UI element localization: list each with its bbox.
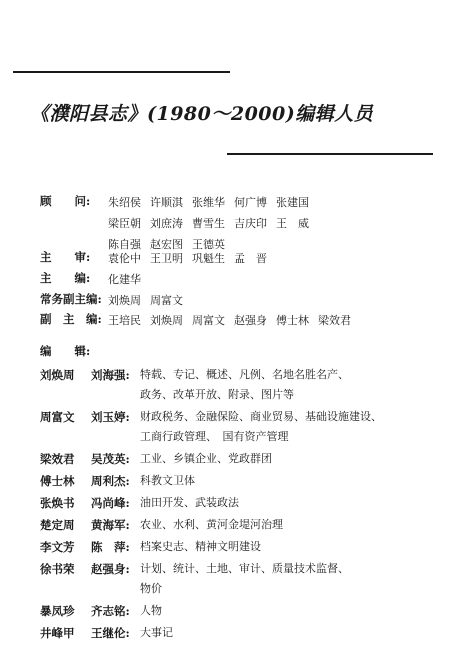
editor-duties-cont: 物价 bbox=[140, 582, 162, 595]
top-rule bbox=[13, 71, 230, 73]
advisor-names bbox=[108, 194, 318, 210]
chief-review-name: 王卫明 bbox=[150, 252, 183, 265]
editor-duties: 大事记 bbox=[140, 626, 173, 639]
editor-name: 刘焕周 bbox=[40, 368, 75, 382]
editor-sub-name: 陈 萍: bbox=[91, 540, 130, 554]
advisor-name: 曹雪生 bbox=[192, 217, 225, 230]
editor-duties: 工业、乡镇企业、党政群团 bbox=[140, 452, 272, 465]
advisor-name: 张建国 bbox=[276, 196, 309, 209]
advisor-name: 张维华 bbox=[192, 196, 225, 209]
chief-editor-names bbox=[108, 271, 150, 287]
editor-sub-name: 齐志铭: bbox=[91, 604, 130, 618]
exec-deputy-names bbox=[108, 292, 192, 308]
deputy-name: 梁效君 bbox=[318, 314, 351, 327]
deputy-name: 王培民 bbox=[108, 314, 141, 327]
editor-duties-cont: 工商行政管理、 国有资产管理 bbox=[140, 430, 289, 443]
editor-duties: 计划、统计、土地、审计、质量技术监督、 bbox=[140, 562, 349, 575]
editor-name: 张焕书 bbox=[40, 496, 75, 510]
editor-sub-name: 赵强身: bbox=[91, 562, 130, 576]
chief-review-name: 巩魁生 bbox=[192, 252, 225, 265]
advisor-names bbox=[108, 215, 318, 231]
editors-label: 编 辑: bbox=[40, 344, 91, 358]
title-underline-rule bbox=[227, 153, 433, 155]
editor-sub-name: 黄海军: bbox=[91, 518, 130, 532]
page-title: 《濮阳县志》(1980～2000)编辑人员 bbox=[30, 103, 374, 125]
editor-sub-name: 王继伦: bbox=[91, 626, 130, 640]
deputy-label: 副 主 编: bbox=[40, 312, 102, 326]
deputy-name: 赵强身 bbox=[234, 314, 267, 327]
chief-review-name: 孟 晋 bbox=[234, 252, 267, 265]
editor-duties: 档案史志、精神文明建设 bbox=[140, 540, 261, 553]
chief-editor-label: 主 编: bbox=[40, 271, 91, 285]
advisor-name: 赵宏图 bbox=[150, 238, 183, 251]
deputy-name: 刘焕周 bbox=[150, 314, 183, 327]
advisor-name: 许顺淇 bbox=[150, 196, 183, 209]
editor-name: 井峰甲 bbox=[40, 626, 75, 640]
chief-review-names bbox=[108, 250, 276, 266]
advisor-name: 梁臣朝 bbox=[108, 217, 141, 230]
editor-name: 傅士林 bbox=[40, 474, 75, 488]
advisor-name: 王德英 bbox=[192, 238, 225, 251]
editor-sub-name: 周利杰: bbox=[91, 474, 130, 488]
advisor-name: 陈自强 bbox=[108, 238, 141, 251]
advisor-name: 何广博 bbox=[234, 196, 267, 209]
advisor-name: 刘庶涛 bbox=[150, 217, 183, 230]
editor-duties: 财政税务、金融保险、商业贸易、基础设施建设、 bbox=[140, 410, 382, 423]
deputy-names bbox=[108, 312, 360, 328]
editor-name: 暴凤珍 bbox=[40, 604, 75, 618]
editor-duties: 农业、水利、黄河金堤河治理 bbox=[140, 518, 283, 531]
exec-deputy-label: 常务副主编: bbox=[40, 292, 102, 306]
chief-review-label: 主 审: bbox=[40, 250, 91, 264]
editor-name: 徐书荣 bbox=[40, 562, 75, 576]
editor-sub-name: 刘玉婷: bbox=[91, 410, 130, 424]
editor-name: 梁效君 bbox=[40, 452, 75, 466]
editor-duties: 特载、专记、概述、凡例、名地名胜名产、 bbox=[140, 368, 349, 381]
exec-deputy-name: 刘焕周 bbox=[108, 294, 141, 307]
advisors-label: 顾 问: bbox=[40, 194, 91, 208]
editor-duties: 人物 bbox=[140, 604, 162, 617]
chief-editor-name: 化建华 bbox=[108, 273, 141, 286]
editor-name: 李文芳 bbox=[40, 540, 75, 554]
deputy-name: 傅士林 bbox=[276, 314, 309, 327]
editor-duties: 科教文卫体 bbox=[140, 474, 195, 487]
editor-name: 周富文 bbox=[40, 410, 75, 424]
advisor-name: 吉庆印 bbox=[234, 217, 267, 230]
advisor-name: 王 威 bbox=[276, 217, 309, 230]
advisor-name: 朱绍侯 bbox=[108, 196, 141, 209]
exec-deputy-name: 周富文 bbox=[150, 294, 183, 307]
editor-name: 楚定周 bbox=[40, 518, 75, 532]
editor-sub-name: 冯尚峰: bbox=[91, 496, 130, 510]
editor-sub-name: 吴茂英: bbox=[91, 452, 130, 466]
editor-duties-cont: 政务、改革开放、附录、图片等 bbox=[140, 388, 294, 401]
editor-duties: 油田开发、武装政法 bbox=[140, 496, 239, 509]
editor-sub-name: 刘海强: bbox=[91, 368, 130, 382]
deputy-name: 周富文 bbox=[192, 314, 225, 327]
chief-review-name: 袁伦中 bbox=[108, 252, 141, 265]
